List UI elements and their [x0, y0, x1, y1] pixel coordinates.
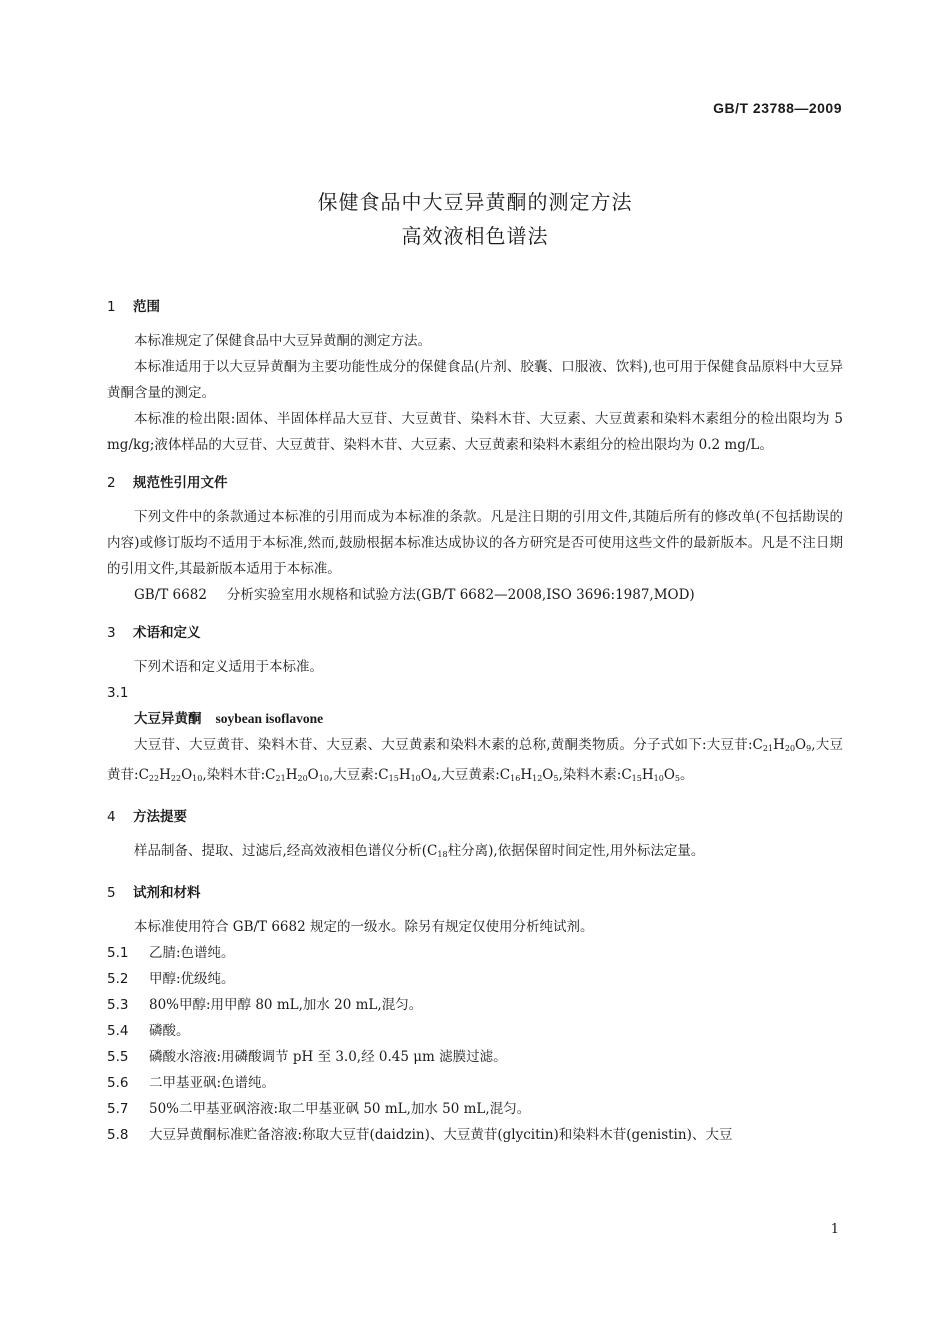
paragraph: 本标准的检出限:固体、半固体样品大豆苷、大豆黄苷、染料木苷、大豆素、大豆黄素和染料木素组分的检出限均为 5 mg/kg;液体样品的大豆苷、大豆黄苷、染料木苷、大豆素、大豆黄素和染料木素组分的检出限均为 0.2 mg/L。	[107, 411, 843, 453]
document-subtitle: 高效液相色谱法	[401, 224, 549, 248]
formula-daidzin: $C_{21}H_{20}O_9$	[752, 737, 812, 753]
list-item: 5.6 二甲基亚砜:色谱纯。	[107, 1075, 276, 1091]
paragraph: 本标准规定了保健食品中大豆异黄酮的测定方法。	[134, 333, 431, 349]
paragraph: 本标准适用于以大豆异黄酮为主要功能性成分的保健食品(片剂、胶囊、口服液、饮料),也可用于保健食品原料中大豆异黄酮含量的测定。	[107, 359, 843, 401]
formula-daidzein: $C_{15}H_{10}O_4$	[378, 767, 437, 783]
document-title: 保健食品中大豆异黄酮的测定方法	[317, 190, 633, 214]
list-item: 5.1 乙腈:色谱纯。	[107, 945, 235, 961]
standard-code: GB/T 23788—2009	[713, 100, 842, 116]
paragraph: 下列文件中的条款通过本标准的引用而成为本标准的条款。凡是注日期的引用文件,其随后所有的修改单(不包括勘误的内容)或修订版均不适用于本标准,然而,鼓励根据本标准达成协议的各方研究是否可使用这些文件的最新版本。凡是不注日期的引用文件,其最新版本适用于本标准。	[107, 509, 843, 577]
section-heading-5: 5 试剂和材料	[107, 885, 201, 901]
paragraph: 样品制备、提取、过滤后,经高效液相色谱仪分析($C_{18}$柱分离),依据保留时间定性,用外标法定量。	[134, 843, 705, 859]
normative-reference: GB/T 6682 分析实验室用水规格和试验方法(GB/T 6682—2008,ISO 3696:1987,MOD)	[134, 587, 695, 603]
formula-genistein: $C_{15}H_{10}O_5$	[621, 767, 680, 783]
subclause-number: 3.1	[107, 685, 129, 701]
list-item: 5.8 大豆异黄酮标准贮备溶液:称取大豆苷(daidzin)、大豆黄苷(glycitin)和染料木苷(genistin)、大豆	[107, 1127, 733, 1143]
formula-genistin: $C_{21}H_{20}O_{10}$	[265, 767, 329, 783]
page-number: 1	[830, 1222, 839, 1237]
list-item: 5.5 磷酸水溶液:用磷酸调节 pH 至 3.0,经 0.45 μm 滤膜过滤。	[107, 1049, 507, 1065]
list-item: 5.3 80%甲醇:用甲醇 80 mL,加水 20 mL,混匀。	[107, 997, 423, 1013]
section-heading-4: 4 方法提要	[107, 809, 187, 825]
paragraph: 本标准使用符合 GB/T 6682 规定的一级水。除另有规定仅使用分析纯试剂。	[134, 919, 594, 935]
formula-glycitin: $C_{22}H_{22}O_{10}$	[138, 767, 203, 783]
term-entry: 大豆异黄酮 soybean isoflavone	[134, 711, 324, 727]
paragraph: 下列术语和定义适用于本标准。	[134, 659, 323, 675]
section-heading-2: 2 规范性引用文件	[107, 475, 228, 491]
section-heading-3: 3 术语和定义	[107, 625, 201, 641]
list-item: 5.7 50%二甲基亚砜溶液:取二甲基亚砜 50 mL,加水 50 mL,混匀。	[107, 1101, 531, 1117]
document-body	[107, 294, 843, 1148]
term-definition: 大豆苷、大豆黄苷、染料木苷、大豆素、大豆黄素和染料木素的总称,黄酮类物质。分子式如下:大豆苷$:C_{21}H_{20}O_9$,大豆黄苷$:C_{22}H_{22}O_{10}$,染料木苷$:C_{21}H_{20}O_{10}$,大豆素$:C_{15}H_{10}O_4$,大豆黄素$:C_{16}H_{12}O_5$,染料木素$:C_{15}H_{10}O_5$。	[107, 737, 843, 783]
formula-glycitein: $C_{16}H_{12}O_5$	[499, 767, 559, 783]
section-heading-1: 1 范围	[107, 299, 160, 315]
list-item: 5.4 磷酸。	[107, 1023, 190, 1039]
list-item: 5.2 甲醇:优级纯。	[107, 971, 235, 987]
